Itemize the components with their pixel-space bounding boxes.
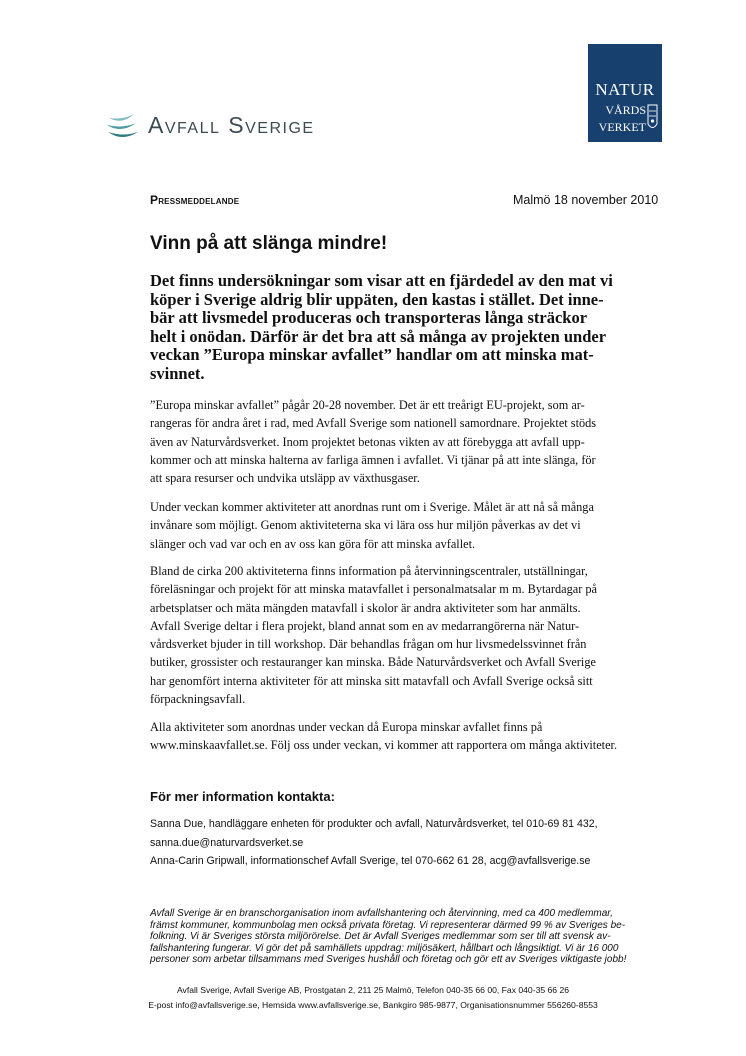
body-line: butiker, grossister och restauranger kan minska. Både Naturvårdsverket och Avfall Sverige [150,655,596,670]
press-release-label [150,193,239,207]
body-line: kommer och att minska halterna av farliga ämnen i avfallet. Vi tjänar på att inte slänga, för [150,452,596,467]
contact-heading: För mer information kontakta: [150,789,335,804]
contact-line-2: Anna-Carin Gripwall, informationschef Avfall Sverige, tel 070-662 61 28, acg@avfallsverige.se [150,855,591,867]
footer-address: Avfall Sverige, Avfall Sverige AB, Prostgatan 2, 211 25 Malmö, Telefon 040-35 66 00, Fax 040-35 66 26 [176,985,570,995]
lead-line: veckan ”Europa minskar avfallet” handlar om att minska mat- [150,345,594,364]
lead-paragraph [150,272,670,383]
about-line: fallshantering fungerar. Vi gör det på samhällets uppdrag: miljösäkert, hållbart och långsiktigt. Vi är 16 000 [150,942,619,954]
crest-icon [647,104,658,132]
avfall-sverige-logo [104,107,315,143]
body-line: föreläsningar och projekt för att minska matavfallet i personalmatsalar m m. Bytardagar på [150,582,597,597]
avfall-sverige-wordmark: Avfall Sverige [148,111,315,138]
lead-line: bär att livsmedel produceras och transporteras långa sträckor [150,308,588,327]
press-release-date: Malmö 18 november 2010 [513,193,659,207]
headline: Vinn på att slänga mindre! [150,233,388,254]
body-line: invånare som möjligt. Genom aktiviteterna ska vi lära oss hur miljön påverkas av det vi [150,518,581,533]
body-line: har genomfört interna aktiviteter för att minska sitt matavfall och Avfall Sverige också sitt [150,673,593,688]
lead-line: svinnet. [150,363,205,383]
body-line: vårdsverket bjuder in till workshop. Där behandlas frågan om hur livsmedelssvinnet från [150,637,587,652]
swoosh-icon [104,108,140,142]
body-line: förpackningsavfall. [150,692,246,707]
body-paragraph-4 [150,718,670,755]
body-line: Bland de cirka 200 aktiviteterna finns information på återvinningscentraler, utställningar, [150,564,588,578]
body-line: arbetsplatser och mäta mängden matavfall i skolor är andra aktiviteter som har anmälts. [150,600,581,615]
about-line: främst kommuner, kommunbolag men också privata företag. Vi representerar därmed 99 % av Sveriges be- [150,919,626,931]
contact-line-1: Sanna Due, handläggare enheten för produkter och avfall, Naturvårdsverket, tel 010-69 81 432, [150,818,598,830]
body-line: även av Naturvårdsverket. Inom projektet betonas vikten av att förebygga att avfall upp- [150,434,585,449]
about-organisation [150,908,695,966]
naturvardsverket-logo [588,44,662,142]
body-line: att spara resurser och undvika utsläpp av växthusgaser. [150,471,420,486]
logo-text-verket: VERKET [598,120,646,134]
press-release-text: Pressmeddelande [150,193,240,207]
logo-text-natur: NATUR [595,80,655,99]
body-paragraph-3 [150,562,670,708]
body-line: Avfall Sverige deltar i flera projekt, bland annat som en av medarrangörerna när Natur- [150,618,580,633]
body-line: rangeras för andra året i rad, med Avfall Sverige som nationell samordnare. Projektet stöds [150,416,597,431]
contact-email-link[interactable]: sanna.due@naturvardsverket.se [150,837,304,849]
body-paragraph-2 [150,498,670,553]
body-line: www.minskaavfallet.se. Följ oss under veckan, vi kommer att rapportera om många aktiviteter. [150,738,618,753]
about-line: folkning. Vi är Sveriges största miljörörelse. Det är Avfall Sveriges medlemmar som ser till att svensk av- [150,931,611,942]
body-paragraph-1 [150,396,670,487]
body-line: Under veckan kommer aktiviteter att anordnas runt om i Sverige. Målet är att nå så många [150,500,594,514]
lead-line: Det finns undersökningar som visar att en fjärdedel av den mat vi [150,271,613,290]
about-line: personer som arbetar tillsammans med Sveriges hushåll och företag och gör ett av Sveriges viktigaste jobb! [150,954,627,965]
about-line: Avfall Sverige är en branschorganisation inom avfallshantering och återvinning, med ca 400 medlemmar, [150,908,613,919]
footer-contact: E-post info@avfallsverige.se, Hemsida www.avfallsverige.se, Bankgiro 985-9877, Organisationsnummer 556260-8553 [148,1000,598,1010]
body-line: slänger och vad var och en av oss kan göra för att minska avfallet. [150,536,476,551]
lead-line: helt i onödan. Därför är det bra att så många av projekten under [150,326,607,346]
logo-text-vards: VÅRDS [605,103,646,117]
body-line: Alla aktiviteter som anordnas under veckan då Europa minskar avfallet finns på [150,720,543,734]
lead-line: köper i Sverige aldrig blir uppäten, den kastas i stället. Det inne- [150,289,604,309]
body-line: ”Europa minskar avfallet” pågår 20-28 november. Det är ett treårigt EU-projekt, som ar- [150,398,585,412]
